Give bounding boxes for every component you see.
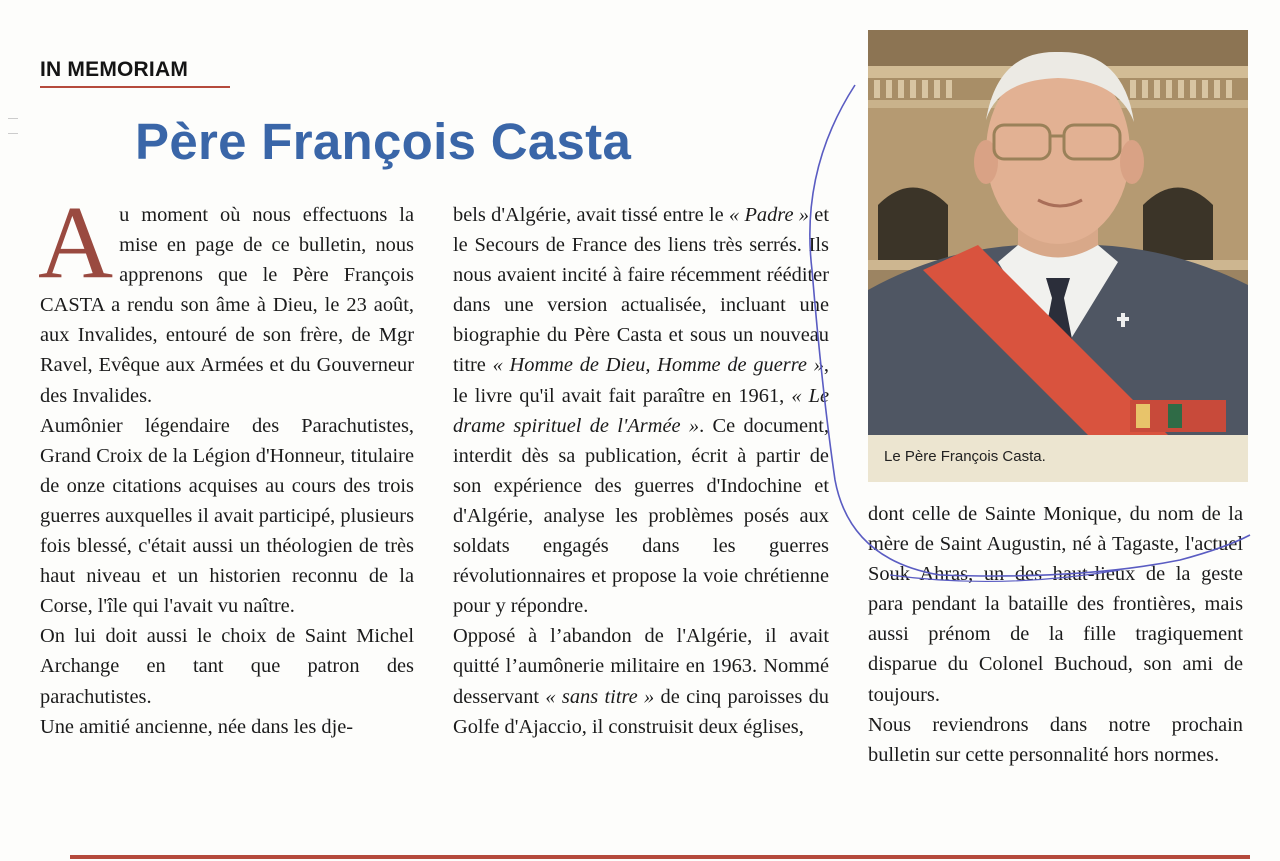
article-column-3 bbox=[868, 499, 1243, 770]
photo-caption: Le Père François Casta. bbox=[884, 448, 1046, 465]
paragraph-closing: Nous reviendrons dans notre prochain bulletin sur cette personnalité hors normes. bbox=[868, 713, 1243, 766]
paragraph-algeria: Opposé à l’abandon de l'Algérie, il avait quitté l’aumônerie militaire en 1963. Nommé desservant « sans titre » de cinq paroisses du Golfe d'Ajaccio, il construisit deux églises, bbox=[453, 625, 830, 738]
drop-cap: A bbox=[38, 185, 114, 300]
portrait-illustration bbox=[868, 30, 1248, 482]
paragraph-friendship-start: Une amitié ancienne, née dans les dje- bbox=[40, 715, 354, 738]
section-label: IN MEMORIAM bbox=[40, 58, 189, 81]
article-title: Père François Casta bbox=[135, 113, 632, 170]
scan-edge-mark bbox=[8, 118, 18, 134]
footer-rule bbox=[70, 855, 1250, 859]
paragraph-biography: Aumônier légendaire des Parachutistes, Grand Croix de la Légion d'Honneur, titulaire de onze citations acquises au cours des trois guerres auxquelles il avait participé, plusieurs fois blessé, c'était aussi un théologien de très haut niveau et un historien reconnu de la Corse, l'île qui l'avait vu naître. bbox=[40, 414, 414, 618]
paragraph-intro: u moment où nous effectuons la mise en page de ce bulletin, nous apprenons que le Père François CASTA a rendu son âme à Dieu, le 23 août, aux Invalides, entouré de son frère, de Mgr Ravel, Evêque aux Armées et du Gouverneur des Invalides. bbox=[40, 204, 414, 407]
article-column-1 bbox=[38, 185, 414, 742]
paragraph-book: bels d'Algérie, avait tissé entre le « Padre » et le Secours de France des liens très serrés. Ils nous avaient incité à faire récemment rééditer dans une version actualisée, incluant une biographie du Père Casta et sous un nouveau titre « Homme de Dieu, Homme de guerre », le livre qu'il avait fait paraître en 1961, « Le drame spirituel de l'Armée ». Ce document, interdit dès sa publication, écrit à partir de son expérience des guerres d'Indochine et d'Algérie, analyse les problèmes posés aux soldats engagés dans les guerres révolutionnaires et propose la voie chrétienne pour y répondre. bbox=[453, 204, 830, 618]
article-column-2 bbox=[453, 200, 829, 742]
portrait-photo bbox=[868, 30, 1248, 482]
paragraph-saint-michel: On lui doit aussi le choix de Saint Michel Archange en tant que patron des parachutistes. bbox=[40, 625, 414, 708]
paragraph-sainte-monique: dont celle de Sainte Monique, du nom de la mère de Saint Augustin, né à Tagaste, l'actuel Souk Ahras, un des haut-lieux de la geste para pendant la bataille des frontières, mais aussi prénom de la fille tragiquement disparue du Colonel Buchoud, son ami de toujours. bbox=[868, 503, 1243, 706]
section-underline bbox=[40, 86, 230, 88]
